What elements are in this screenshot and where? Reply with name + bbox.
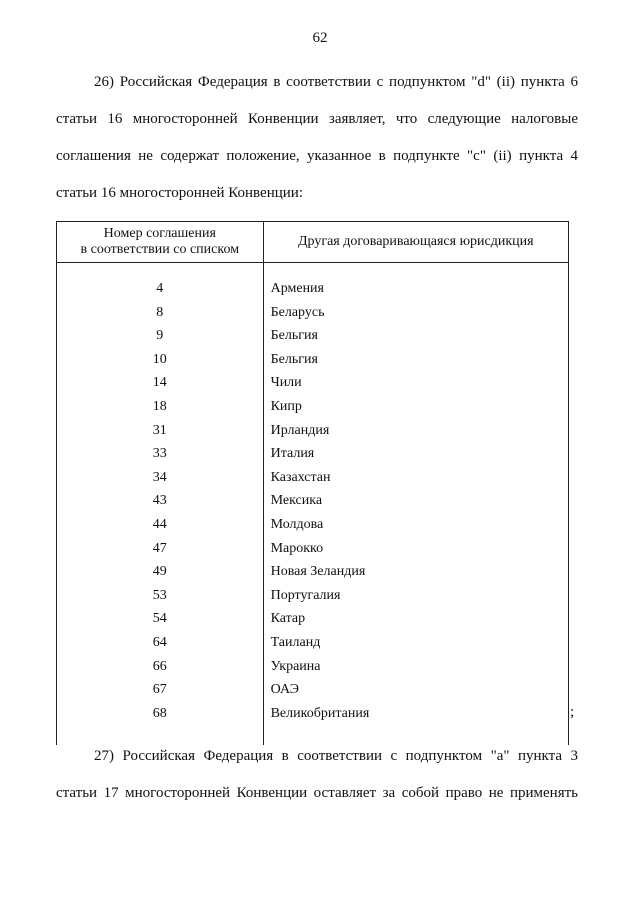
jurisdiction: Бельгия — [263, 348, 568, 372]
table-row — [57, 395, 569, 419]
jurisdiction: Молдова — [263, 513, 568, 537]
paragraph-26 — [56, 64, 578, 212]
paragraph-27 — [56, 738, 578, 812]
table-row — [57, 277, 569, 301]
agreement-number: 4 — [57, 277, 264, 301]
table-trailing-semicolon: ; — [570, 704, 575, 720]
agreement-number: 18 — [57, 395, 264, 419]
jurisdiction: Катар — [263, 607, 568, 631]
table-row — [57, 324, 569, 348]
paragraph-26-line-4: статьи 16 многосторонней Конвенции: — [56, 185, 303, 201]
header-agreement-number — [57, 222, 264, 263]
agreement-number: 31 — [57, 419, 264, 443]
agreement-number: 47 — [57, 537, 264, 561]
jurisdiction: Марокко — [263, 537, 568, 561]
table-row — [57, 607, 569, 631]
paragraph-26-line-3: соглашения не содержат положение, указанное в подпункте "c" (ii) пункта 4 — [56, 148, 578, 164]
paragraph-26-line-1: 26) Российская Федерация в соответствии с подпунктом "d" (ii) пункта 6 — [94, 74, 578, 90]
page-number: 62 — [312, 30, 328, 46]
jurisdiction: Мексика — [263, 489, 568, 513]
table-row — [57, 489, 569, 513]
jurisdiction: Ирландия — [263, 419, 568, 443]
agreement-number: 8 — [57, 301, 264, 325]
table-row — [57, 442, 569, 466]
agreement-number: 49 — [57, 560, 264, 584]
table-spacer-row — [57, 263, 569, 278]
table-row — [57, 702, 569, 726]
agreement-number: 64 — [57, 631, 264, 655]
table-row — [57, 560, 569, 584]
jurisdiction: Португалия — [263, 584, 568, 608]
table-row — [57, 537, 569, 561]
treaties-table — [56, 221, 569, 745]
table-header-row — [57, 222, 569, 263]
agreement-number: 44 — [57, 513, 264, 537]
jurisdiction: Кипр — [263, 395, 568, 419]
agreement-number: 68 — [57, 702, 264, 726]
table-row — [57, 678, 569, 702]
agreement-number: 33 — [57, 442, 264, 466]
agreement-number: 53 — [57, 584, 264, 608]
header-agreement-number-line-2: в соответствии со списком — [80, 242, 240, 257]
table-row — [57, 419, 569, 443]
agreement-number: 34 — [57, 466, 264, 490]
agreement-number: 67 — [57, 678, 264, 702]
table-row — [57, 301, 569, 325]
jurisdiction: Бельгия — [263, 324, 568, 348]
agreement-number: 43 — [57, 489, 264, 513]
header-agreement-number-line-1: Номер соглашения — [103, 226, 216, 241]
jurisdiction: Чили — [263, 371, 568, 395]
jurisdiction: ОАЭ — [263, 678, 568, 702]
header-other-jurisdiction: Другая договаривающаяся юрисдикция — [263, 222, 568, 263]
jurisdiction: Таиланд — [263, 631, 568, 655]
jurisdiction: Казахстан — [263, 466, 568, 490]
jurisdiction: Украина — [263, 655, 568, 679]
agreement-number: 9 — [57, 324, 264, 348]
paragraph-27-line-2: статьи 17 многосторонней Конвенции оставляет за собой право не применять — [56, 785, 578, 801]
table-row — [57, 348, 569, 372]
jurisdiction: Новая Зеландия — [263, 560, 568, 584]
agreement-number: 54 — [57, 607, 264, 631]
agreement-number: 10 — [57, 348, 264, 372]
paragraph-26-line-2: статьи 16 многосторонней Конвенции заявляет, что следующие налоговые — [56, 111, 578, 127]
jurisdiction: Италия — [263, 442, 568, 466]
jurisdiction: Беларусь — [263, 301, 568, 325]
agreement-number: 14 — [57, 371, 264, 395]
table-row — [57, 631, 569, 655]
table-row — [57, 371, 569, 395]
jurisdiction: Армения — [263, 277, 568, 301]
paragraph-27-line-1: 27) Российская Федерация в соответствии с подпунктом "a" пункта 3 — [94, 748, 578, 764]
table-row — [57, 655, 569, 679]
table-row — [57, 513, 569, 537]
jurisdiction: Великобритания — [263, 702, 568, 726]
table-row — [57, 466, 569, 490]
agreement-number: 66 — [57, 655, 264, 679]
table-row — [57, 584, 569, 608]
